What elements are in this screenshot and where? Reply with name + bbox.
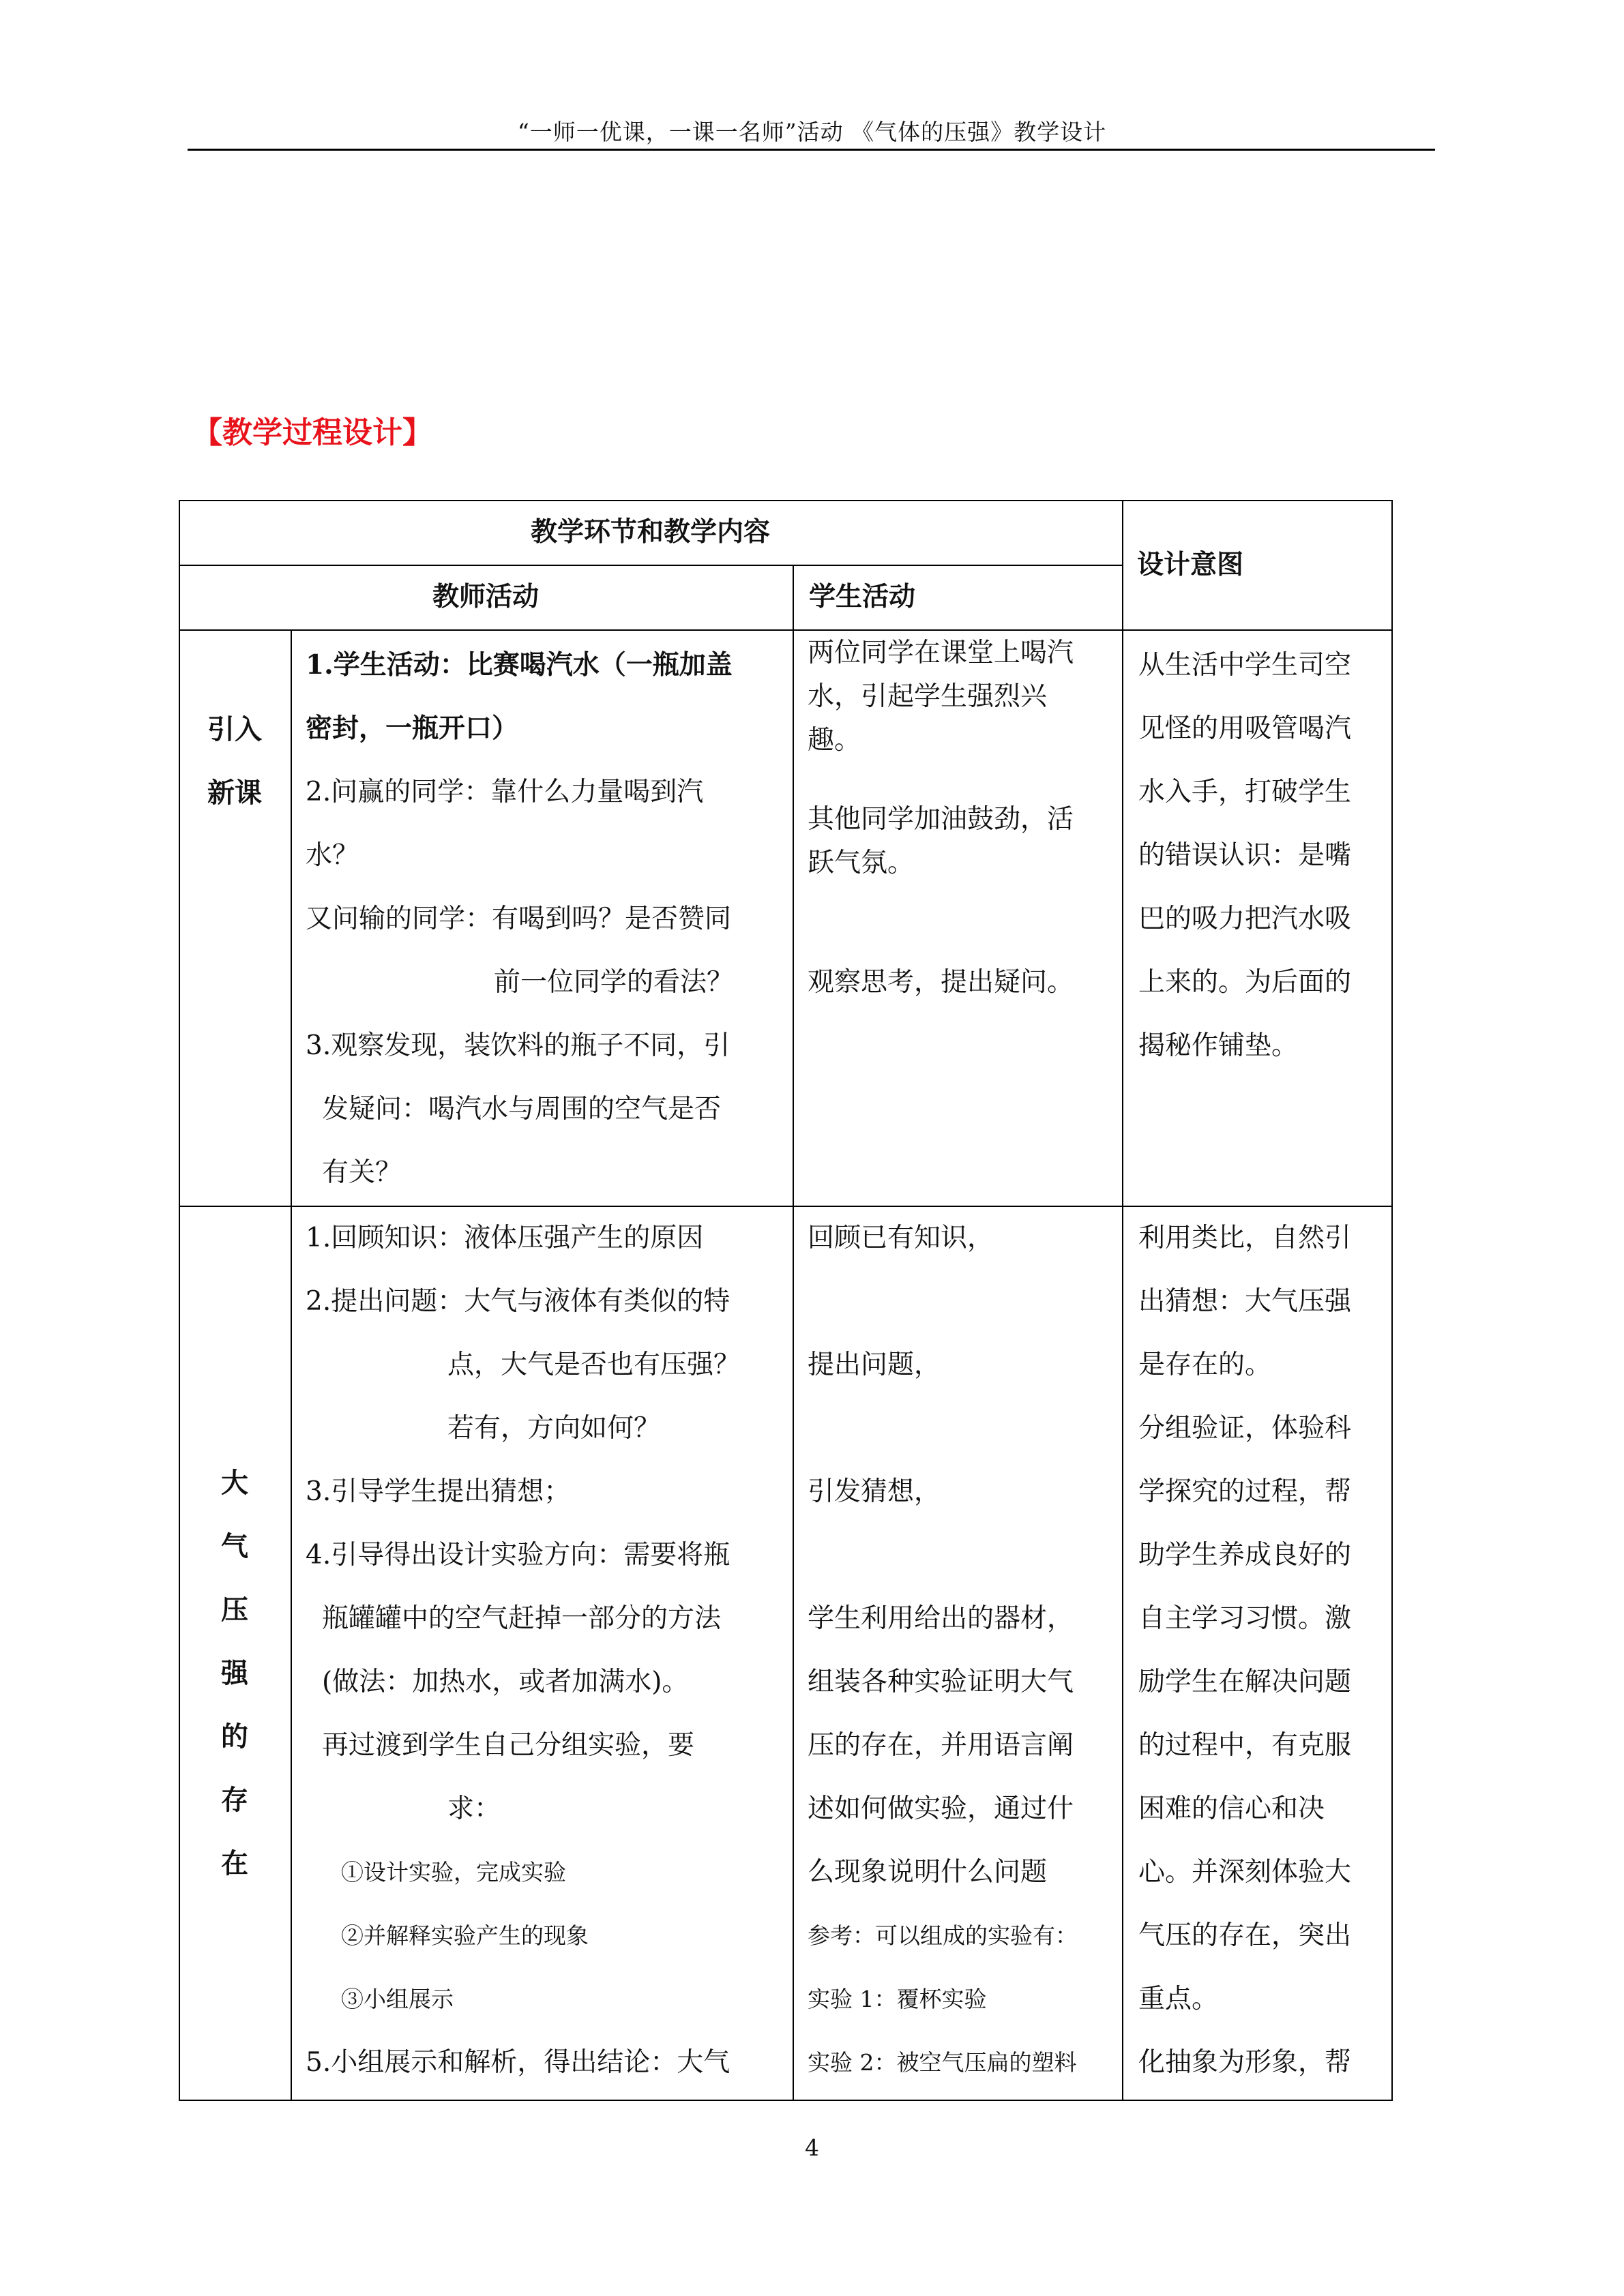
intent-line: 气压的存在，突出 — [1138, 1920, 1352, 1951]
lesson-table — [179, 500, 1393, 2101]
student-line: 实验 1：覆杯实验 — [808, 1986, 987, 2012]
teacher-line: 密封，一瓶开口） — [306, 713, 519, 744]
page-header: “一师一优课，一课一名师”活动 《气体的压强》教学设计 — [517, 119, 1107, 145]
intent-line: 巴的吸力把汽水吸 — [1138, 904, 1352, 934]
table-rule — [291, 629, 292, 2101]
student-line: 趣。 — [808, 725, 861, 756]
page-number: 4 — [805, 2134, 819, 2161]
teacher-line: 1.回顾知识：液体压强产生的原因 — [306, 1223, 704, 1253]
student-line: 实验 2：被空气压扁的塑料 — [808, 2049, 1077, 2076]
header-student: 学生活动 — [809, 581, 916, 612]
teacher-line: 3.观察发现，装饮料的瓶子不同，引 — [306, 1030, 730, 1061]
intent-line: 水入手，打破学生 — [1138, 777, 1352, 807]
student-line: 提出问题， — [808, 1350, 941, 1380]
student-line: 跃气氛。 — [808, 848, 915, 878]
header-rule — [188, 149, 1435, 151]
teacher-line: 发疑问：喝汽水与周围的空气是否 — [322, 1094, 722, 1124]
stage-pressure — [179, 1451, 291, 1895]
stage-char: 气 — [221, 1530, 248, 1562]
intent-line: 利用类比，自然引 — [1138, 1223, 1352, 1253]
student-line: 水，引起学生强烈兴 — [808, 681, 1048, 712]
student-line: 参考：可以组成的实验有： — [808, 1922, 1078, 1949]
header-intent: 设计意图 — [1137, 549, 1244, 580]
intent-line: 的过程中，有克服 — [1138, 1730, 1352, 1761]
stage-char: 大 — [221, 1467, 248, 1499]
stage-intro — [179, 698, 291, 824]
table-border-right — [1391, 500, 1393, 2101]
intent-line: 助学生养成良好的 — [1138, 1540, 1352, 1570]
intent-line: 出猜想：大气压强 — [1138, 1286, 1352, 1317]
header-teacher: 教师活动 — [432, 581, 539, 612]
intent-line: 自主学习习惯。激 — [1138, 1603, 1352, 1634]
table-rule — [793, 565, 794, 2101]
intent-line: 的错误认识：是嘴 — [1138, 840, 1352, 871]
teacher-line: 1.学生活动：比赛喝汽水（一瓶加盖 — [306, 649, 733, 681]
intent-line: 是存在的。 — [1138, 1350, 1272, 1380]
intent-line: 化抽象为形象，帮 — [1138, 2047, 1352, 2078]
teacher-line: 再过渡到学生自己分组实验，要 — [322, 1730, 695, 1761]
stage-char: 在 — [221, 1847, 248, 1879]
student-line: 引发猜想， — [808, 1476, 941, 1507]
table-rule — [179, 629, 1393, 631]
student-line: 其他同学加油鼓劲，活 — [808, 804, 1074, 835]
intent-line: 见怪的用吸管喝汽 — [1138, 713, 1352, 744]
teacher-line: 若有，方向如何？ — [447, 1413, 661, 1444]
table-border-bottom — [179, 2100, 1393, 2101]
stage-char: 强 — [221, 1657, 248, 1689]
teacher-line: 前一位同学的看法？ — [494, 967, 734, 998]
teacher-line: 点，大气是否也有压强？ — [447, 1350, 741, 1380]
intent-line: 分组验证，体验科 — [1138, 1413, 1352, 1444]
teacher-line: 2.问赢的同学：靠什么力量喝到汽 — [306, 777, 704, 807]
intent-line: 励学生在解决问题 — [1138, 1667, 1352, 1697]
stage-line: 新课 — [207, 777, 262, 809]
stage-char: 的 — [221, 1720, 248, 1753]
intent-line: 学探究的过程，帮 — [1138, 1476, 1352, 1507]
teacher-line: 瓶罐罐中的空气赶掉一部分的方法 — [322, 1603, 722, 1634]
stage-char: 存 — [221, 1784, 248, 1816]
student-line: 学生利用给出的器材， — [808, 1603, 1074, 1634]
student-line: 组装各种实验证明大气 — [808, 1667, 1074, 1697]
teacher-line: 水？ — [306, 840, 359, 871]
teacher-line: (做法：加热水，或者加满水)。 — [322, 1667, 689, 1697]
teacher-line: 有关？ — [322, 1157, 402, 1188]
student-line: 么现象说明什么问题 — [808, 1857, 1048, 1888]
stage-line: 引入 — [207, 713, 262, 745]
table-rule — [1122, 500, 1123, 2101]
header-main: 教学环节和教学内容 — [530, 516, 770, 548]
stage-char: 压 — [221, 1594, 248, 1626]
teacher-line: 求： — [447, 1793, 501, 1824]
intent-line: 上来的。为后面的 — [1138, 967, 1352, 998]
student-line: 压的存在，并用语言阐 — [808, 1730, 1074, 1761]
teacher-line: ③小组展示 — [341, 1986, 454, 2012]
intent-line: 重点。 — [1138, 1984, 1219, 2014]
teacher-line: 又问输的同学：有喝到吗？是否赞同 — [306, 904, 732, 934]
section-title: 【教学过程设计】 — [192, 415, 432, 450]
student-line: 回顾已有知识， — [808, 1223, 994, 1253]
intent-line: 心。并深刻体验大 — [1138, 1857, 1352, 1888]
intent-line: 困难的信心和决 — [1138, 1793, 1325, 1824]
intent-line: 揭秘作铺垫。 — [1138, 1030, 1299, 1061]
teacher-line: 3.引导学生提出猜想； — [306, 1476, 571, 1507]
teacher-line: 5.小组展示和解析，得出结论：大气 — [306, 2047, 730, 2078]
student-line: 两位同学在课堂上喝汽 — [808, 638, 1074, 668]
student-line: 观察思考，提出疑问。 — [808, 967, 1074, 998]
intent-line: 从生活中学生司空 — [1138, 650, 1352, 681]
teacher-line: ②并解释实验产生的现象 — [341, 1922, 589, 1949]
teacher-line: ①设计实验，完成实验 — [341, 1859, 566, 1885]
teacher-line: 4.引导得出设计实验方向：需要将瓶 — [306, 1540, 730, 1570]
student-line: 述如何做实验，通过什 — [808, 1793, 1074, 1824]
teacher-line: 2.提出问题：大气与液体有类似的特 — [306, 1286, 730, 1317]
